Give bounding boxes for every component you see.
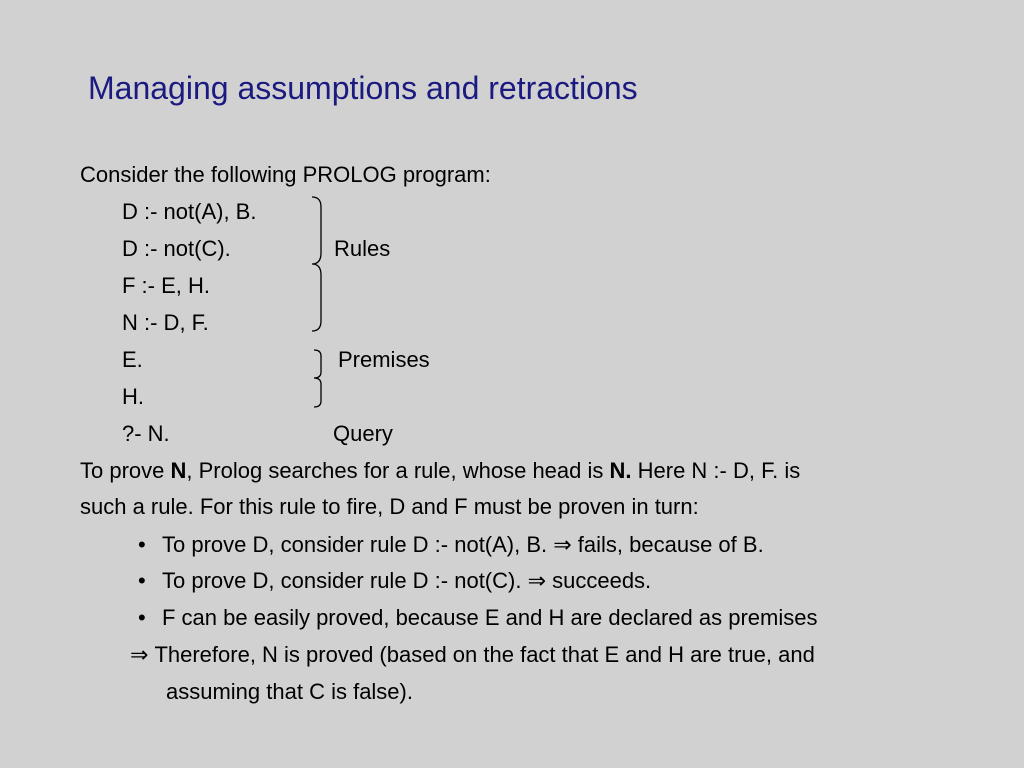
bullet-item-2 (138, 568, 651, 594)
paragraph-1 (80, 458, 800, 484)
paragraph-1-part-a: To prove (80, 458, 171, 483)
bullet-dot-icon: • (138, 532, 146, 557)
program-line-3: F :- E, H. (122, 273, 210, 298)
conclusion-line-2: assuming that C is false). (166, 679, 413, 704)
premises-brace (310, 348, 330, 410)
rules-label: Rules (334, 236, 391, 261)
program-line-2: D :- not(C). (122, 236, 231, 261)
premises-label: Premises (338, 347, 430, 372)
bullet-dot-icon: • (138, 605, 146, 630)
paragraph-1-part-e: Here N :- D, F. is (631, 458, 801, 483)
paragraph-2: such a rule. For this rule to fire, D and F must be proven in turn: (80, 494, 699, 519)
program-line-6: H. (122, 384, 144, 409)
query-label: Query (333, 421, 393, 446)
conclusion-text-1: Therefore, N is proved (based on the fact that E and H are true, and (154, 642, 815, 667)
paragraph-1-bold-n2: N. (609, 458, 632, 483)
bullet-text-3: F can be easily proved, because E and H are declared as premises (162, 605, 818, 630)
bullet-dot-icon: • (138, 568, 146, 593)
program-line-7: ?- N. (122, 421, 170, 446)
rules-brace (308, 195, 328, 333)
conclusion-line-1 (130, 642, 815, 668)
slide-title: Managing assumptions and retractions (88, 70, 638, 106)
bullet-text-2: To prove D, consider rule D :- not(C). ⇒ succeeds. (162, 568, 652, 593)
program-line-1: D :- not(A), B. (122, 199, 257, 224)
program-line-5: E. (122, 347, 143, 372)
intro-text: Consider the following PROLOG program: (80, 162, 491, 187)
bullet-item-3 (138, 605, 817, 631)
bullet-item-1 (138, 532, 764, 558)
paragraph-1-part-c: , Prolog searches for a rule, whose head is (186, 458, 610, 483)
paragraph-1-bold-n: N (170, 458, 187, 483)
program-line-4: N :- D, F. (122, 310, 209, 335)
bullet-text-1: To prove D, consider rule D :- not(A), B. ⇒ fails, because of B. (162, 532, 764, 557)
implies-arrow-icon: ⇒ (130, 642, 149, 667)
